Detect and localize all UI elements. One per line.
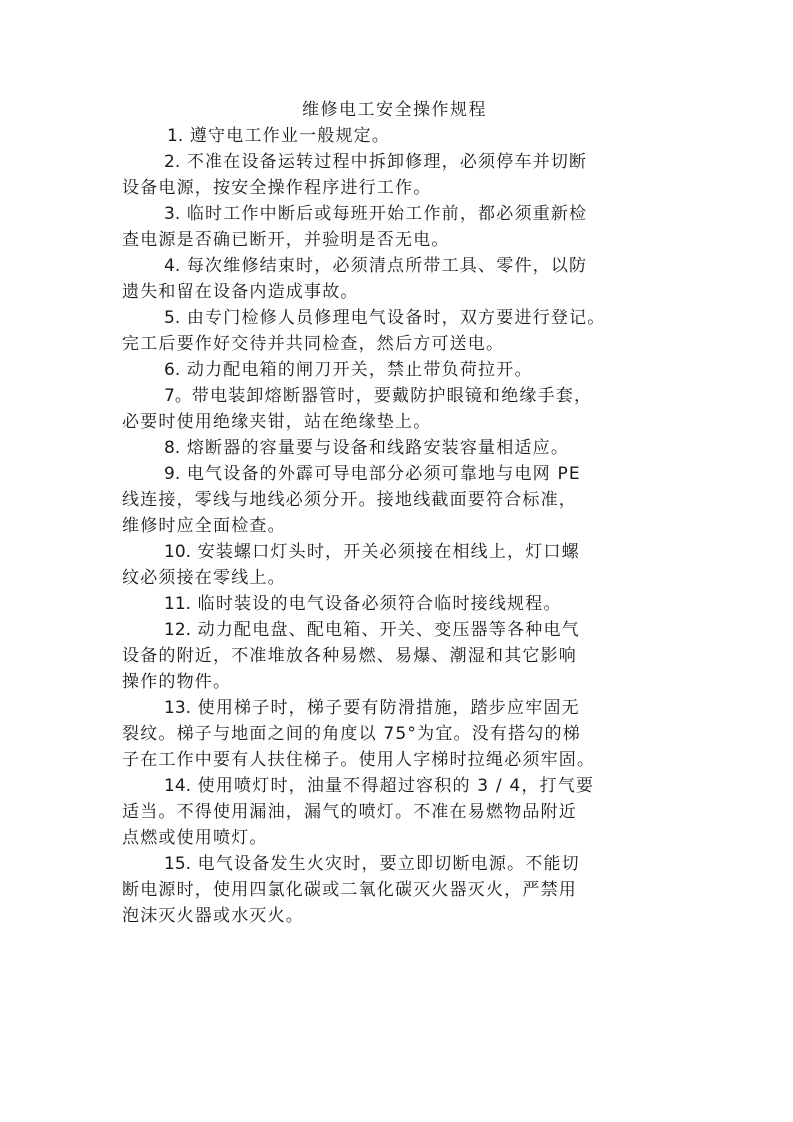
rule-text: 使用梯子时，梯子要有防滑措施，踏步应牢固无 [197, 698, 580, 718]
rule-text: 带电装卸熔断器管时，要戴防护眼镜和绝缘手套， [191, 386, 593, 406]
rule-number: 11. [164, 594, 192, 614]
rule-text: 临时工作中断后或每班开始工作前，都必须重新检 [186, 204, 588, 224]
rule-text: 由专门检修人员修理电气设备时，双方要进行登记。 [186, 308, 606, 328]
rule-number: 2. [164, 152, 181, 172]
rule-text: 操作的物件。 [122, 672, 232, 692]
rule-number: 9. [164, 464, 181, 484]
rule-text: 动力配电盘、配电箱、开关、变压器等各种电气 [197, 620, 580, 640]
rule-number: 4. [164, 256, 181, 276]
rule-text: 熔断器的容量要与设备和线路安装容量相适应。 [186, 438, 570, 458]
rule-item [122, 357, 667, 383]
rule-number: 3. [164, 204, 181, 224]
document-title: 维修电工安全操作规程 [302, 100, 487, 120]
rule-item [122, 253, 667, 305]
rule-item [122, 539, 667, 591]
rule-number: 12. [164, 620, 192, 640]
rule-text: 设备电源，按安全操作程序进行工作。 [122, 178, 432, 198]
rule-text: 断电源时，使用四氯化碳或二氧化碳灭火器灭火，严禁用 [122, 880, 577, 900]
rule-text: 必要时使用绝缘夹钳，站在绝缘垫上。 [122, 412, 432, 432]
rule-text: 适当。不得使用漏油，漏气的喷灯。不准在易燃物品附近 [122, 802, 577, 822]
rule-item [122, 305, 667, 357]
rule-item [122, 123, 667, 149]
rule-text: 安装螺口灯头时，开关必须接在相线上，灯口螺 [197, 542, 580, 562]
document-page [122, 97, 667, 929]
rule-text: 子在工作中要有人扶住梯子。使用人字梯时拉绳必须牢固。 [122, 750, 596, 770]
rule-item [122, 773, 667, 851]
rule-text: 维修时应全面检查。 [122, 516, 286, 536]
rule-item [122, 383, 667, 435]
rule-text: 裂纹。梯子与地面之间的角度以 75°为宜。没有搭勾的梯 [122, 724, 581, 744]
rule-text: 电气设备的外霹可导电部分必须可靠地与电网 PE [186, 464, 581, 484]
rule-item [122, 461, 667, 539]
rule-number: 13. [164, 698, 192, 718]
rules-list [122, 123, 667, 929]
rule-number: 10. [164, 542, 192, 562]
rule-number: 6. [164, 360, 181, 380]
rule-item [122, 695, 667, 773]
rule-text: 使用喷灯时，油量不得超过容积的 3 / 4，打气要 [197, 776, 595, 796]
rule-text: 泡沫灭火器或水灭火。 [122, 906, 304, 926]
rule-item [122, 149, 667, 201]
rule-text: 遵守电工作业一般规定。 [189, 126, 391, 146]
rule-text: 完工后要作好交待并共同检查，然后方可送电。 [122, 334, 505, 354]
rule-text: 不准在设备运转过程中拆卸修理，必须停车并切断 [186, 152, 588, 172]
rule-number: 14. [164, 776, 192, 796]
rule-item [122, 851, 667, 929]
rule-text: 纹必须接在零线上。 [122, 568, 286, 588]
rule-text: 电气设备发生火灾时，要立即切断电源。不能切 [197, 854, 580, 874]
rule-number: 5. [164, 308, 181, 328]
rule-text: 遗失和留在设备内造成事故。 [122, 282, 359, 302]
rule-text: 设备的附近，不准堆放各种易燃、易爆、潮湿和其它影响 [122, 646, 577, 666]
rule-item [122, 617, 667, 695]
rule-text: 临时装设的电气设备必须符合临时接线规程。 [197, 594, 562, 614]
rule-item [122, 201, 667, 253]
rule-text: 动力配电箱的闸刀开关，禁止带负荷拉开。 [186, 360, 533, 380]
rule-item [122, 435, 667, 461]
rule-number: 15. [164, 854, 192, 874]
rule-text: 线连接，零线与地线必须分开。接地线截面要符合标准， [122, 490, 577, 510]
rule-text: 点燃或使用喷灯。 [122, 828, 268, 848]
rule-number: 8. [164, 438, 181, 458]
rule-text: 查电源是否确已断开，并验明是否无电。 [122, 230, 450, 250]
rule-item [122, 591, 667, 617]
rule-text: 每次维修结束时，必须清点所带工具、零件，以防 [186, 256, 588, 276]
rule-number: 7。 [164, 386, 192, 406]
rule-number: 1. [167, 126, 184, 146]
